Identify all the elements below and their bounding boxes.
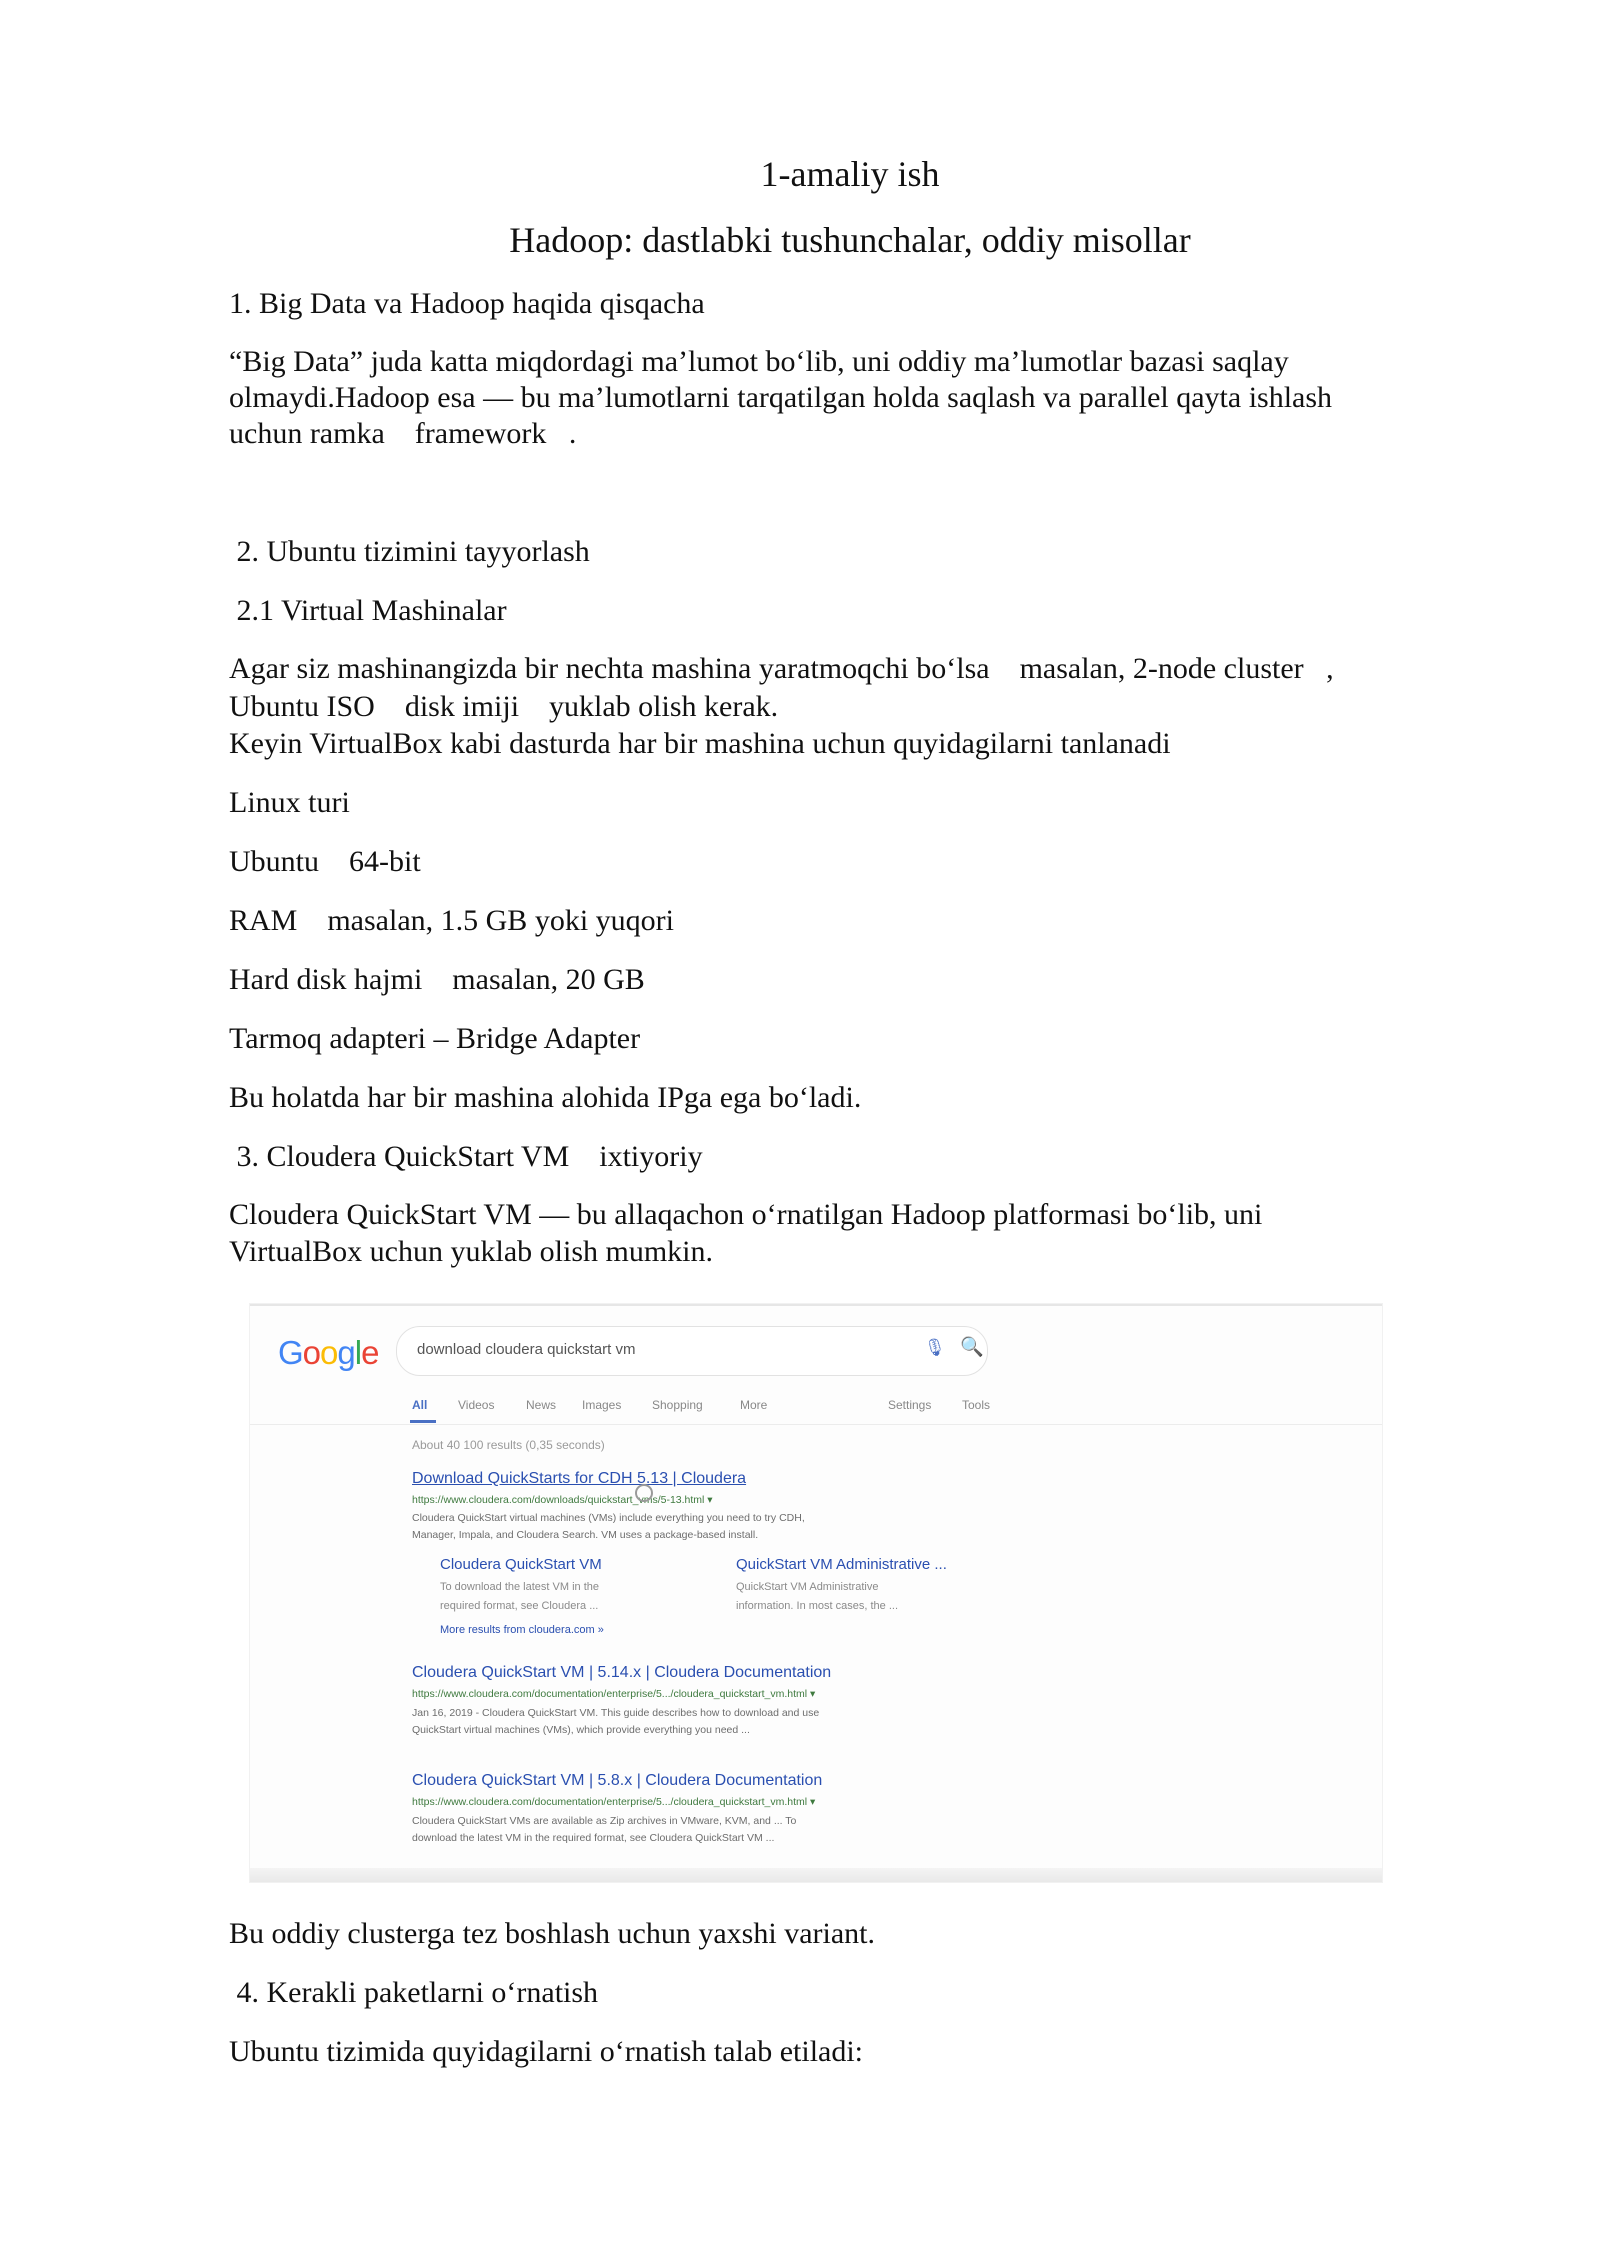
mouse-cursor-icon (635, 1484, 653, 1502)
sitelink-snippet: information. In most cases, the ... (736, 1600, 899, 1612)
list-item-disk: Hard disk hajmi masalan, 20 GB (229, 963, 645, 996)
logo-letter: G (278, 1334, 303, 1371)
section-3-paragraph-line: VirtualBox uchun yuklab olish mumkin. (229, 1235, 713, 1268)
section-2-1-paragraph-line: Ubuntu ISO disk imiji yuklab olish kerak. (229, 690, 779, 723)
microphone-icon[interactable]: 🎙 (924, 1338, 946, 1357)
google-logo (278, 1334, 378, 1372)
list-item-linux: Linux turi (229, 786, 350, 819)
result-snippet: download the latest VM in the required format, see Cloudera QuickStart VM ... (412, 1832, 775, 1844)
page-subtitle: Hadoop: dastlabki tushunchalar, oddiy misollar (509, 220, 1191, 260)
tab-videos[interactable]: Videos (458, 1398, 495, 1412)
section-2-1-paragraph-line: Keyin VirtualBox kabi dasturda har bir mashina uchun quyidagilarni tanlanadi (229, 727, 1171, 760)
sitelink-snippet: required format, see Cloudera ... (440, 1600, 599, 1612)
ip-note: Bu holatda har bir mashina alohida IPga ega bo‘ladi. (229, 1081, 862, 1114)
logo-letter: o (302, 1334, 321, 1371)
tab-more[interactable]: More (740, 1398, 768, 1412)
sitelink-title[interactable]: QuickStart VM Administrative ... (736, 1556, 947, 1573)
after-image-paragraph: Bu oddiy clusterga tez boshlash uchun yaxshi variant. (229, 1917, 875, 1950)
result-snippet: Cloudera QuickStart virtual machines (VMs) include everything you need to try CDH, (412, 1512, 805, 1524)
list-item-ubuntu: Ubuntu 64-bit (229, 845, 421, 878)
list-item-network: Tarmoq adapteri – Bridge Adapter (229, 1022, 641, 1055)
result-snippet: Cloudera QuickStart VMs are available as Zip archives in VMware, KVM, and ... To (412, 1815, 797, 1827)
result-title-link[interactable]: Cloudera QuickStart VM | 5.8.x | Cloudera Documentation (412, 1772, 823, 1789)
list-item-ram: RAM masalan, 1.5 GB yoki yuqori (229, 904, 674, 937)
logo-letter: l (354, 1334, 362, 1371)
logo-letter: g (337, 1334, 355, 1371)
tab-settings[interactable]: Settings (888, 1398, 932, 1412)
screenshot-top-border (250, 1304, 1382, 1306)
results-stats: About 40 100 results (0,35 seconds) (412, 1438, 605, 1452)
section-4-paragraph: Ubuntu tizimida quyidagilarni o‘rnatish talab etiladi: (229, 2035, 864, 2068)
sitelink-snippet: To download the latest VM in the (440, 1581, 599, 1593)
section-1-heading: 1. Big Data va Hadoop haqida qisqacha (229, 287, 705, 320)
result-snippet: QuickStart virtual machines (VMs), which provide everything you need ... (412, 1724, 750, 1736)
search-query: download cloudera quickstart vm (417, 1341, 636, 1358)
result-snippet: Jan 16, 2019 - Cloudera QuickStart VM. This guide describes how to download and use (412, 1707, 820, 1719)
search-input[interactable] (396, 1326, 988, 1376)
tab-news[interactable]: News (526, 1398, 557, 1412)
section-3-heading: 3. Cloudera QuickStart VM ixtiyoriy (229, 1140, 703, 1173)
section-1-paragraph-line: uchun ramka framework . (229, 417, 577, 450)
section-1-paragraph-line: “Big Data” juda katta miqdordagi ma’lumot bo‘lib, uni oddiy ma’lumotlar bazasi saqlay (229, 345, 1289, 378)
result-url[interactable]: https://www.cloudera.com/documentation/enterprise/5.../cloudera_quickstart_vm.html ▾ (412, 1796, 816, 1808)
result-title-link[interactable]: Download QuickStarts for CDH 5.13 | Cloudera (412, 1470, 747, 1487)
tabs-divider (250, 1424, 1382, 1425)
search-results-screenshot (250, 1304, 1382, 1882)
result-title-link[interactable]: Cloudera QuickStart VM | 5.14.x | Cloudera Documentation (412, 1664, 832, 1681)
search-icon[interactable]: 🔍 (960, 1337, 984, 1358)
tab-shopping[interactable]: Shopping (652, 1398, 703, 1412)
tab-tools[interactable]: Tools (962, 1398, 991, 1412)
section-2-heading: 2. Ubuntu tizimini tayyorlash (229, 535, 590, 568)
section-2-1-heading: 2.1 Virtual Mashinalar (229, 594, 507, 627)
result-url[interactable]: https://www.cloudera.com/documentation/enterprise/5.../cloudera_quickstart_vm.html ▾ (412, 1688, 816, 1700)
section-2-1-paragraph-line: Agar siz mashinangizda bir nechta mashina yaratmoqchi bo‘lsa masalan, 2-node cluster , (229, 652, 1334, 685)
sitelink-title[interactable]: Cloudera QuickStart VM (440, 1556, 602, 1573)
section-3-paragraph-line: Cloudera QuickStart VM — bu allaqachon o‘rnatilgan Hadoop platformasi bo‘lib, uni (229, 1198, 1263, 1231)
more-results-link[interactable]: More results from cloudera.com » (440, 1624, 604, 1636)
result-snippet: Manager, Impala, and Cloudera Search. VM uses a package-based install. (412, 1529, 759, 1541)
section-4-heading: 4. Kerakli paketlarni o‘rnatish (229, 1976, 599, 2009)
logo-letter: e (361, 1334, 379, 1371)
section-1-paragraph-line: olmaydi.Hadoop esa — bu ma’lumotlarni tarqatilgan holda saqlash va parallel qayta ishlash (229, 381, 1333, 414)
page-title: 1-amaliy ish (760, 154, 940, 194)
tab-images[interactable]: Images (582, 1398, 622, 1412)
logo-letter: o (320, 1334, 338, 1371)
sitelink-snippet: QuickStart VM Administrative (736, 1581, 879, 1593)
active-tab-indicator (410, 1420, 436, 1423)
tab-all[interactable]: All (412, 1398, 428, 1412)
screenshot-bottom-edge (250, 1868, 1382, 1882)
result-url[interactable]: https://www.cloudera.com/downloads/quickstart_vms/5-13.html ▾ (412, 1494, 713, 1506)
